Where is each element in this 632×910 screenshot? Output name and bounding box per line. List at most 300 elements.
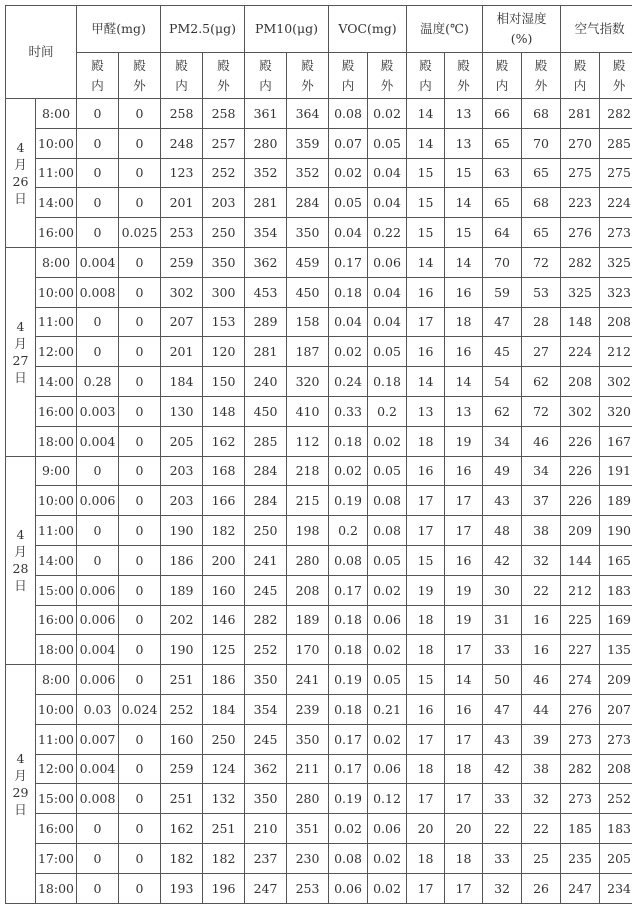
column-header [245,6,329,53]
date-char: 月 [14,335,27,351]
table-row [6,545,632,575]
value-cell: 19 [445,605,483,635]
value-cell: 28 [522,307,561,337]
column-header-label: 空气指数 [574,21,625,36]
value-cell: 17 [445,635,483,665]
value-cell: 275 [561,158,600,188]
value-cell: 193 [161,873,203,903]
value-cell: 203 [161,456,203,486]
value-cell: 280 [245,128,287,158]
subheader-char: 殿 [175,57,188,73]
value-cell: 302 [161,277,203,307]
value-cell: 15 [407,188,445,218]
value-cell: 0.17 [329,724,368,754]
column-header [161,6,245,53]
value-cell: 289 [245,307,287,337]
value-cell: 53 [522,277,561,307]
value-cell: 158 [287,307,329,337]
value-cell: 285 [600,128,632,158]
subheader-char: 外 [380,77,394,93]
value-cell: 250 [245,516,287,546]
value-cell: 0.2 [368,396,407,426]
column-header [77,6,161,53]
value-cell: 210 [245,814,287,844]
value-cell: 65 [483,128,522,158]
table-row [6,99,632,129]
page [5,5,632,904]
value-cell: 270 [561,128,600,158]
value-cell: 182 [203,516,245,546]
value-cell: 0.04 [368,277,407,307]
value-cell: 144 [561,545,600,575]
value-cell: 17 [407,486,445,516]
value-cell: 364 [287,99,329,129]
value-cell: 275 [600,158,632,188]
value-cell: 33 [483,843,522,873]
value-cell: 64 [483,218,522,248]
value-cell: 18 [407,426,445,456]
value-cell: 186 [161,545,203,575]
table-body [6,99,632,904]
value-cell: 125 [203,635,245,665]
value-cell: 201 [161,188,203,218]
value-cell: 239 [287,694,329,724]
value-cell: 18 [407,635,445,665]
value-cell: 44 [522,694,561,724]
value-cell: 33 [483,635,522,665]
value-cell: 0.22 [368,218,407,248]
value-cell: 17 [445,784,483,814]
date-char: 26 [12,173,29,189]
value-cell: 43 [483,486,522,516]
value-cell: 284 [245,456,287,486]
value-cell: 0.02 [368,724,407,754]
value-cell: 0.024 [119,694,161,724]
date-char: 月 [14,156,27,172]
value-cell: 0.06 [368,754,407,784]
value-cell: 18 [407,605,445,635]
inside-subheader [561,53,600,99]
outside-subheader [203,53,245,99]
value-cell: 22 [522,575,561,605]
value-cell: 16 [407,456,445,486]
time-cell: 18:00 [36,635,77,665]
table-row [6,665,632,695]
value-cell: 0 [77,337,119,367]
value-cell: 208 [600,754,632,784]
value-cell: 205 [600,843,632,873]
table-row [6,367,632,397]
value-cell: 200 [203,545,245,575]
column-header [561,6,632,53]
table-row [6,605,632,635]
value-cell: 38 [522,516,561,546]
value-cell: 16 [522,635,561,665]
column-header [407,6,483,53]
value-cell: 18 [445,843,483,873]
value-cell: 182 [203,843,245,873]
value-cell: 350 [287,218,329,248]
value-cell: 202 [161,605,203,635]
value-cell: 0.08 [329,545,368,575]
value-cell: 47 [483,307,522,337]
value-cell: 252 [600,784,632,814]
value-cell: 182 [161,843,203,873]
value-cell: 223 [561,188,600,218]
value-cell: 350 [245,665,287,695]
value-cell: 0 [119,396,161,426]
value-cell: 0.006 [77,486,119,516]
table-row [6,337,632,367]
value-cell: 65 [483,188,522,218]
value-cell: 0.05 [329,188,368,218]
outside-subheader [445,53,483,99]
value-cell: 208 [287,575,329,605]
value-cell: 0.19 [329,486,368,516]
value-cell: 16 [445,456,483,486]
value-cell: 70 [522,128,561,158]
value-cell: 62 [483,396,522,426]
value-cell: 160 [161,724,203,754]
value-cell: 46 [522,426,561,456]
value-cell: 68 [522,188,561,218]
subheader-char: 外 [301,77,314,93]
table-row [6,158,632,188]
table-row [6,873,632,903]
value-cell: 0 [119,486,161,516]
column-header [483,6,561,53]
value-cell: 189 [600,486,632,516]
value-cell: 0 [119,724,161,754]
value-cell: 259 [161,247,203,277]
value-cell: 0.004 [77,426,119,456]
value-cell: 250 [203,724,245,754]
value-cell: 32 [522,784,561,814]
value-cell: 245 [245,575,287,605]
date-cell [6,247,36,456]
value-cell: 0.08 [368,516,407,546]
value-cell: 0 [119,516,161,546]
value-cell: 259 [161,754,203,784]
value-cell: 247 [561,873,600,903]
subheader-char: 殿 [573,57,587,73]
value-cell: 15 [407,665,445,695]
value-cell: 14 [445,665,483,695]
value-cell: 0 [119,456,161,486]
value-cell: 453 [245,277,287,307]
value-cell: 16 [445,545,483,575]
inside-subheader [329,53,368,99]
date-char: 月 [14,767,27,783]
value-cell: 31 [483,605,522,635]
subheader-char: 内 [495,77,509,93]
value-cell: 148 [203,396,245,426]
value-cell: 281 [245,337,287,367]
value-cell: 0.04 [368,158,407,188]
time-cell: 11:00 [36,516,77,546]
value-cell: 190 [161,516,203,546]
value-cell: 282 [245,605,287,635]
value-cell: 18 [445,307,483,337]
value-cell: 16 [445,694,483,724]
value-cell: 450 [245,396,287,426]
time-cell: 14:00 [36,367,77,397]
value-cell: 257 [203,128,245,158]
value-cell: 0.05 [368,545,407,575]
value-cell: 0.19 [329,784,368,814]
value-cell: 0.004 [77,635,119,665]
value-cell: 16 [445,337,483,367]
value-cell: 124 [203,754,245,784]
value-cell: 0.18 [329,635,368,665]
value-cell: 209 [561,516,600,546]
value-cell: 281 [561,99,600,129]
time-cell: 10:00 [36,277,77,307]
value-cell: 0.004 [77,247,119,277]
date-cell [6,456,36,665]
outside-subheader [368,53,407,99]
value-cell: 241 [245,545,287,575]
date-char: 27 [12,352,29,368]
value-cell: 18 [445,754,483,784]
value-cell: 15 [407,545,445,575]
value-cell: 0.18 [329,277,368,307]
outside-subheader [287,53,329,99]
value-cell: 0 [119,575,161,605]
value-cell: 112 [287,426,329,456]
value-cell: 168 [203,456,245,486]
value-cell: 14 [407,367,445,397]
value-cell: 325 [600,247,632,277]
value-cell: 184 [203,694,245,724]
date-char: 29 [12,784,29,800]
value-cell: 15 [445,158,483,188]
table-row [6,635,632,665]
value-cell: 302 [600,367,632,397]
value-cell: 362 [245,247,287,277]
subheader-char: 外 [133,77,146,93]
value-cell: 352 [287,158,329,188]
value-cell: 212 [600,337,632,367]
value-cell: 359 [287,128,329,158]
value-cell: 0.18 [329,426,368,456]
value-cell: 247 [245,873,287,903]
value-cell: 0.21 [368,694,407,724]
value-cell: 18 [407,754,445,784]
value-cell: 17 [445,873,483,903]
value-cell: 350 [203,247,245,277]
value-cell: 282 [561,247,600,277]
subheader-char: 殿 [133,57,146,73]
value-cell: 302 [561,396,600,426]
value-cell: 208 [561,367,600,397]
value-cell: 183 [600,814,632,844]
value-cell: 50 [483,665,522,695]
value-cell: 0.025 [119,218,161,248]
value-cell: 459 [287,247,329,277]
time-cell: 9:00 [36,456,77,486]
subheader-char: 殿 [217,57,230,73]
value-cell: 72 [522,247,561,277]
value-cell: 16 [522,605,561,635]
value-cell: 212 [561,575,600,605]
time-cell: 15:00 [36,784,77,814]
value-cell: 45 [483,337,522,367]
date-char: 日 [14,190,27,206]
value-cell: 17 [407,784,445,814]
value-cell: 0 [77,128,119,158]
value-cell: 0 [77,814,119,844]
value-cell: 13 [407,396,445,426]
column-header-label: (%) [510,31,533,46]
value-cell: 250 [203,218,245,248]
value-cell: 0.12 [368,784,407,814]
time-cell: 15:00 [36,575,77,605]
table-row [6,247,632,277]
time-cell: 8:00 [36,247,77,277]
value-cell: 17 [407,873,445,903]
value-cell: 169 [600,605,632,635]
value-cell: 224 [600,188,632,218]
value-cell: 0.02 [329,337,368,367]
value-cell: 282 [600,99,632,129]
value-cell: 0.02 [368,575,407,605]
value-cell: 224 [561,337,600,367]
table-row [6,456,632,486]
value-cell: 251 [161,665,203,695]
value-cell: 273 [561,784,600,814]
subheader-char: 殿 [91,57,104,73]
value-cell: 320 [287,367,329,397]
value-cell: 0 [119,128,161,158]
value-cell: 146 [203,605,245,635]
value-cell: 17 [445,724,483,754]
value-cell: 0.008 [77,784,119,814]
value-cell: 0 [119,99,161,129]
value-cell: 30 [483,575,522,605]
value-cell: 47 [483,694,522,724]
value-cell: 0 [119,814,161,844]
value-cell: 281 [245,188,287,218]
value-cell: 72 [522,396,561,426]
table-row [6,277,632,307]
value-cell: 63 [483,158,522,188]
value-cell: 0 [77,307,119,337]
value-cell: 59 [483,277,522,307]
value-cell: 226 [561,456,600,486]
value-cell: 325 [561,277,600,307]
value-cell: 33 [483,784,522,814]
value-cell: 253 [161,218,203,248]
time-cell: 11:00 [36,307,77,337]
value-cell: 70 [483,247,522,277]
value-cell: 0 [77,99,119,129]
value-cell: 16 [407,337,445,367]
value-cell: 191 [600,456,632,486]
value-cell: 351 [287,814,329,844]
value-cell: 0.003 [77,396,119,426]
date-cell [6,99,36,248]
value-cell: 0.06 [368,814,407,844]
value-cell: 0.18 [368,367,407,397]
value-cell: 0.18 [329,694,368,724]
value-cell: 62 [522,367,561,397]
date-char: 日 [14,369,27,385]
value-cell: 185 [561,814,600,844]
value-cell: 273 [561,724,600,754]
value-cell: 274 [561,665,600,695]
value-cell: 0.04 [368,307,407,337]
value-cell: 0.17 [329,247,368,277]
value-cell: 42 [483,545,522,575]
table-row [6,486,632,516]
value-cell: 282 [561,754,600,784]
value-cell: 248 [161,128,203,158]
value-cell: 0 [119,545,161,575]
table-row [6,396,632,426]
subheader-char: 内 [341,77,355,93]
subheader-char: 殿 [495,57,509,73]
value-cell: 0 [119,277,161,307]
value-cell: 15 [407,158,445,188]
value-cell: 227 [561,635,600,665]
value-cell: 280 [287,545,329,575]
value-cell: 0.006 [77,605,119,635]
value-cell: 17 [445,516,483,546]
value-cell: 186 [203,665,245,695]
time-cell: 16:00 [36,218,77,248]
value-cell: 0 [119,426,161,456]
value-cell: 0 [77,188,119,218]
table-row [6,128,632,158]
value-cell: 166 [203,486,245,516]
value-cell: 120 [203,337,245,367]
time-cell: 16:00 [36,814,77,844]
value-cell: 258 [203,99,245,129]
value-cell: 153 [203,307,245,337]
column-header-label: 相对湿度 [496,11,547,26]
time-cell: 8:00 [36,99,77,129]
column-header-label: 甲醛(mg) [91,21,146,36]
value-cell: 17 [407,516,445,546]
outside-subheader [119,53,161,99]
outside-subheader [522,53,561,99]
value-cell: 252 [203,158,245,188]
value-cell: 16 [407,277,445,307]
value-cell: 0.008 [77,277,119,307]
subheader-char: 殿 [380,57,394,73]
value-cell: 350 [245,784,287,814]
value-cell: 354 [245,218,287,248]
value-cell: 15 [445,218,483,248]
value-cell: 0 [77,843,119,873]
time-cell: 10:00 [36,128,77,158]
subheader-char: 外 [612,77,626,93]
value-cell: 323 [600,277,632,307]
value-cell: 0.17 [329,575,368,605]
value-cell: 16 [407,694,445,724]
value-cell: 0.07 [329,128,368,158]
value-cell: 0.02 [368,873,407,903]
value-cell: 0 [119,605,161,635]
value-cell: 0.007 [77,724,119,754]
value-cell: 65 [522,218,561,248]
value-cell: 362 [245,754,287,784]
value-cell: 237 [245,843,287,873]
value-cell: 0.17 [329,754,368,784]
air-quality-table [5,5,632,904]
value-cell: 22 [522,814,561,844]
